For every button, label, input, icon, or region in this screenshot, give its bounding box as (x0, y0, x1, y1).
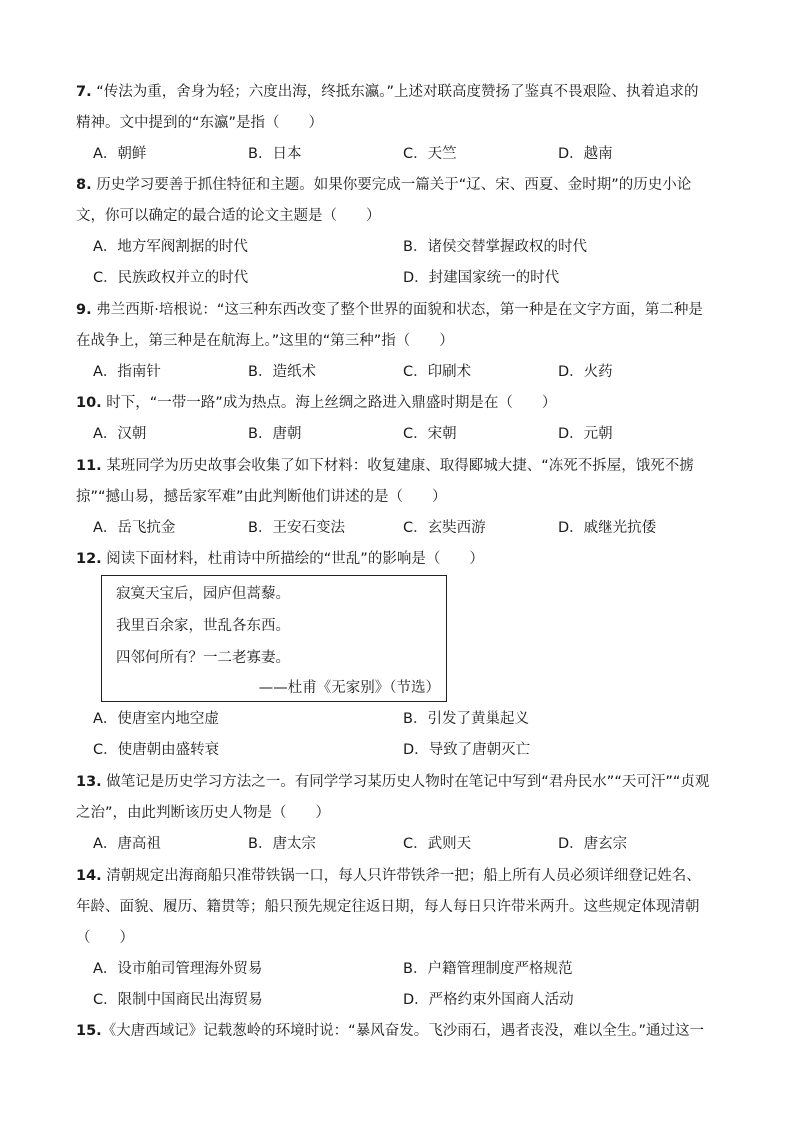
poem-material-box (101, 575, 447, 702)
q9-option-b[interactable]: B．造纸术 (248, 364, 316, 380)
q14-option-a[interactable]: A．设市舶司管理海外贸易 (93, 961, 263, 977)
question-15-number: 15. (76, 1023, 102, 1039)
q11-option-b[interactable]: B．王安石变法 (248, 520, 345, 536)
q13-option-d[interactable]: D．唐玄宗 (558, 836, 628, 852)
q8-option-a[interactable]: A．地方军阀割据的时代 (93, 239, 248, 255)
question-13-line-2: 之治”，由此判断该历史人物是（ ） (76, 805, 331, 821)
question-12-number: 12. (76, 551, 102, 567)
q14-option-d[interactable]: D．严格约束外国商人活动 (403, 992, 574, 1008)
question-9-number: 9. (76, 302, 92, 318)
q8-option-c[interactable]: C．民族政权并立的时代 (93, 270, 249, 286)
question-14-number: 14. (76, 868, 102, 884)
question-14-line-3: （ ） (76, 930, 134, 946)
q7-option-b[interactable]: B．日本 (248, 146, 302, 162)
poem-line: 四邻何所有？一二老寡妻。 (116, 650, 290, 666)
q11-option-d[interactable]: D．戚继光抗倭 (558, 520, 657, 536)
q10-option-d[interactable]: D．元朝 (558, 426, 613, 442)
question-7-number: 7. (76, 84, 92, 100)
q12-option-c[interactable]: C．使唐朝由盛转衰 (93, 742, 220, 758)
q11-option-a[interactable]: A．岳飞抗金 (93, 520, 176, 536)
q7-option-a[interactable]: A．朝鲜 (93, 146, 147, 162)
q10-option-b[interactable]: B．唐朝 (248, 426, 302, 442)
q12-option-a[interactable]: A．使唐室内地空虚 (93, 711, 219, 727)
q13-option-c[interactable]: C．武则天 (403, 836, 472, 852)
q9-option-a[interactable]: A．指南针 (93, 364, 161, 380)
q13-option-b[interactable]: B．唐太宗 (248, 836, 316, 852)
q8-option-b[interactable]: B．诸侯交替掌握政权的时代 (403, 239, 587, 255)
q7-option-d[interactable]: D．越南 (558, 146, 613, 162)
question-9-line-2: 在战争上，第三种是在航海上。”这里的“第三种”指（ ） (76, 333, 454, 349)
question-13-number: 13. (76, 774, 102, 790)
question-11-line-2: 掠”“撼山易，撼岳家军难”由此判断他们讲述的是（ ） (76, 489, 447, 505)
q9-option-c[interactable]: C．印刷术 (403, 364, 472, 380)
question-13-line-1: 13. 做笔记是历史学习方法之一。有同学学习某历史人物时在笔记中写到“君舟民水”“天可汗”“贞观 (76, 774, 710, 790)
q13-option-a[interactable]: A．唐高祖 (93, 836, 161, 852)
poem-line: 我里百余家，世乱各东西。 (116, 618, 290, 634)
question-15-line-1: 15.《大唐西域记》记载葱岭的环境时说：“暴风奋发。飞沙雨石，遇者丧没，难以全生。”通过这一 (76, 1023, 704, 1039)
q10-option-a[interactable]: A．汉朝 (93, 426, 147, 442)
q11-option-c[interactable]: C．玄奘西游 (403, 520, 486, 536)
question-10-number: 10. (76, 395, 102, 411)
q9-option-d[interactable]: D．火药 (558, 364, 613, 380)
question-7-line-1: 7. “传法为重，舍身为轻；六度出海，终抵东瀛。”上述对联高度赞扬了鉴真不畏艰险、执着追求的 (76, 84, 699, 100)
q12-option-b[interactable]: B．引发了黄巢起义 (403, 711, 529, 727)
question-7-line-2: 精神。文中提到的“东瀛”是指（ ） (76, 115, 324, 131)
poem-line: 寂寞天宝后，园庐但蒿藜。 (116, 586, 290, 602)
question-9-line-1: 9. 弗兰西斯·培根说：“这三种东西改变了整个世界的面貌和状态，第一种是在文字方面，第二种是 (76, 302, 703, 318)
q8-option-d[interactable]: D．封建国家统一的时代 (403, 270, 560, 286)
question-11-line-1: 11. 某班同学为历史故事会收集了如下材料：收复建康、取得郾城大捷、“冻死不拆屋，饿死不掳 (76, 458, 694, 474)
q14-option-b[interactable]: B．户籍管理制度严格规范 (403, 961, 573, 977)
question-8-line-1: 8. 历史学习要善于抓住特征和主题。如果你要完成一篇关于“辽、宋、西夏、金时期”的历史小论 (76, 177, 692, 193)
question-11-number: 11. (76, 458, 102, 474)
question-14-line-1: 14. 清朝规定出海商船只准带铁锅一口，每人只许带铁斧一把；船上所有人员必须详细登记姓名、 (76, 868, 701, 884)
question-8-line-2: 文，你可以确定的最合适的论文主题是（ ） (76, 208, 381, 224)
question-8-number: 8. (76, 177, 92, 193)
question-14-line-2: 年龄、面貌、履历、籍贯等；船只预先规定往返日期，每人每日只许带米两升。这些规定体现清朝 (76, 899, 700, 915)
q10-option-c[interactable]: C．宋朝 (403, 426, 457, 442)
question-10-line-1: 10. 时下，“一带一路”成为热点。海上丝绸之路进入鼎盛时期是在（ ） (76, 395, 557, 411)
q7-option-c[interactable]: C．天竺 (403, 146, 457, 162)
question-12-line-1: 12. 阅读下面材料，杜甫诗中所描绘的“世乱”的影响是（ ） (76, 551, 484, 567)
q12-option-d[interactable]: D．导致了唐朝灭亡 (403, 742, 531, 758)
poem-source: ——杜甫《无家别》（节选） (258, 680, 440, 696)
q14-option-c[interactable]: C．限制中国商民出海贸易 (93, 992, 263, 1008)
